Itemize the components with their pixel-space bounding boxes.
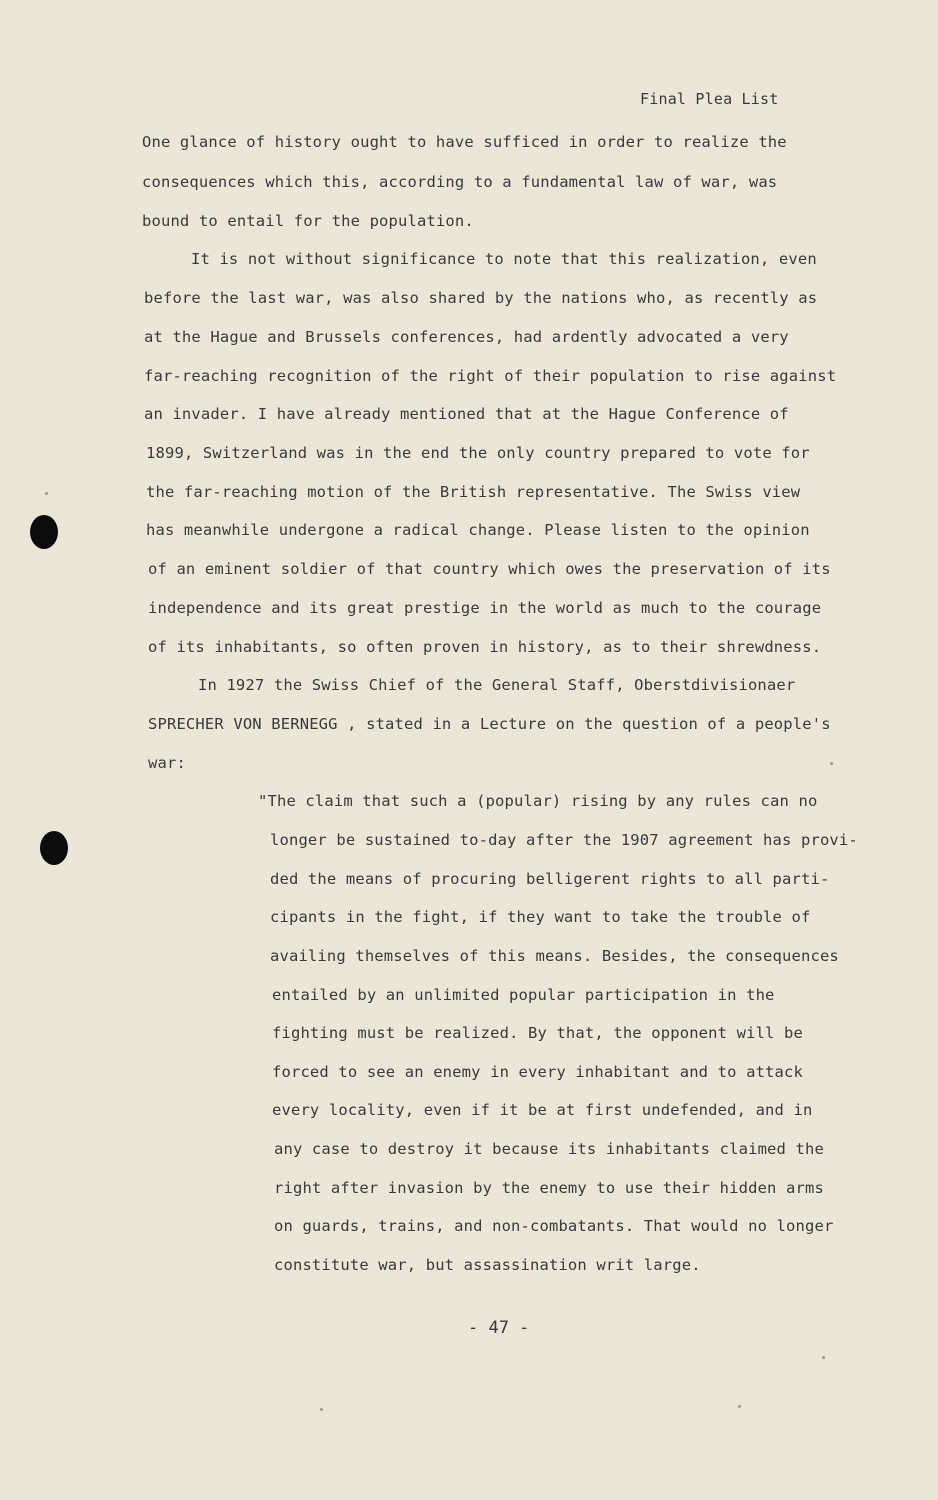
quote-line: entailed by an unlimited popular participation in the xyxy=(272,986,775,1004)
body-line: of its inhabitants, so often proven in history, as to their shrewdness. xyxy=(148,638,822,656)
quote-line: "The claim that such a (popular) rising by any rules can no xyxy=(258,792,818,810)
body-line: 1899, Switzerland was in the end the only country prepared to vote for xyxy=(146,444,810,462)
body-line: has meanwhile undergone a radical change. Please listen to the opinion xyxy=(146,521,810,539)
body-line: an invader. I have already mentioned that at the Hague Conference of xyxy=(144,405,789,423)
punch-hole xyxy=(30,515,58,549)
paper-speck xyxy=(45,492,48,495)
paper-speck xyxy=(738,1405,741,1408)
quote-line: every locality, even if it be at first undefended, and in xyxy=(272,1101,813,1119)
quote-line: ded the means of procuring belligerent rights to all parti- xyxy=(270,870,830,888)
body-line: war: xyxy=(148,754,186,772)
body-line: of an eminent soldier of that country which owes the preservation of its xyxy=(148,560,831,578)
body-line: In 1927 the Swiss Chief of the General Staff, Oberstdivisionaer xyxy=(198,676,796,694)
body-line: bound to entail for the population. xyxy=(142,212,474,230)
quote-line: forced to see an enemy in every inhabitant and to attack xyxy=(272,1063,803,1081)
page-number: - 47 - xyxy=(468,1318,530,1338)
quote-line: longer be sustained to-day after the 1907 agreement has provi- xyxy=(270,831,858,849)
quote-line: right after invasion by the enemy to use their hidden arms xyxy=(274,1179,824,1197)
quote-line: availing themselves of this means. Besides, the consequences xyxy=(270,947,839,965)
quote-line: fighting must be realized. By that, the opponent will be xyxy=(272,1024,803,1042)
punch-hole xyxy=(40,831,68,865)
body-line: consequences which this, according to a fundamental law of war, was xyxy=(142,173,778,191)
body-line: the far-reaching motion of the British representative. The Swiss view xyxy=(146,483,801,501)
paper-speck xyxy=(822,1356,825,1359)
quote-line: on guards, trains, and non-combatants. That would no longer xyxy=(274,1217,834,1235)
paper-speck xyxy=(320,1408,323,1411)
body-line: One glance of history ought to have sufficed in order to realize the xyxy=(142,133,787,151)
body-line: independence and its great prestige in the world as much to the courage xyxy=(148,599,822,617)
body-line: far-reaching recognition of the right of their population to rise against xyxy=(144,367,837,385)
body-line: at the Hague and Brussels conferences, had ardently advocated a very xyxy=(144,328,789,346)
quote-line: any case to destroy it because its inhabitants claimed the xyxy=(274,1140,824,1158)
quote-line: cipants in the fight, if they want to take the trouble of xyxy=(270,908,811,926)
paper-speck xyxy=(830,762,833,765)
header-reference: Final Plea List xyxy=(640,90,779,108)
body-line: before the last war, was also shared by the nations who, as recently as xyxy=(144,289,818,307)
quote-line: constitute war, but assassination writ large. xyxy=(274,1256,701,1274)
body-line: SPRECHER VON BERNEGG , stated in a Lecture on the question of a people's xyxy=(148,715,831,733)
body-line: It is not without significance to note that this realization, even xyxy=(191,250,817,268)
